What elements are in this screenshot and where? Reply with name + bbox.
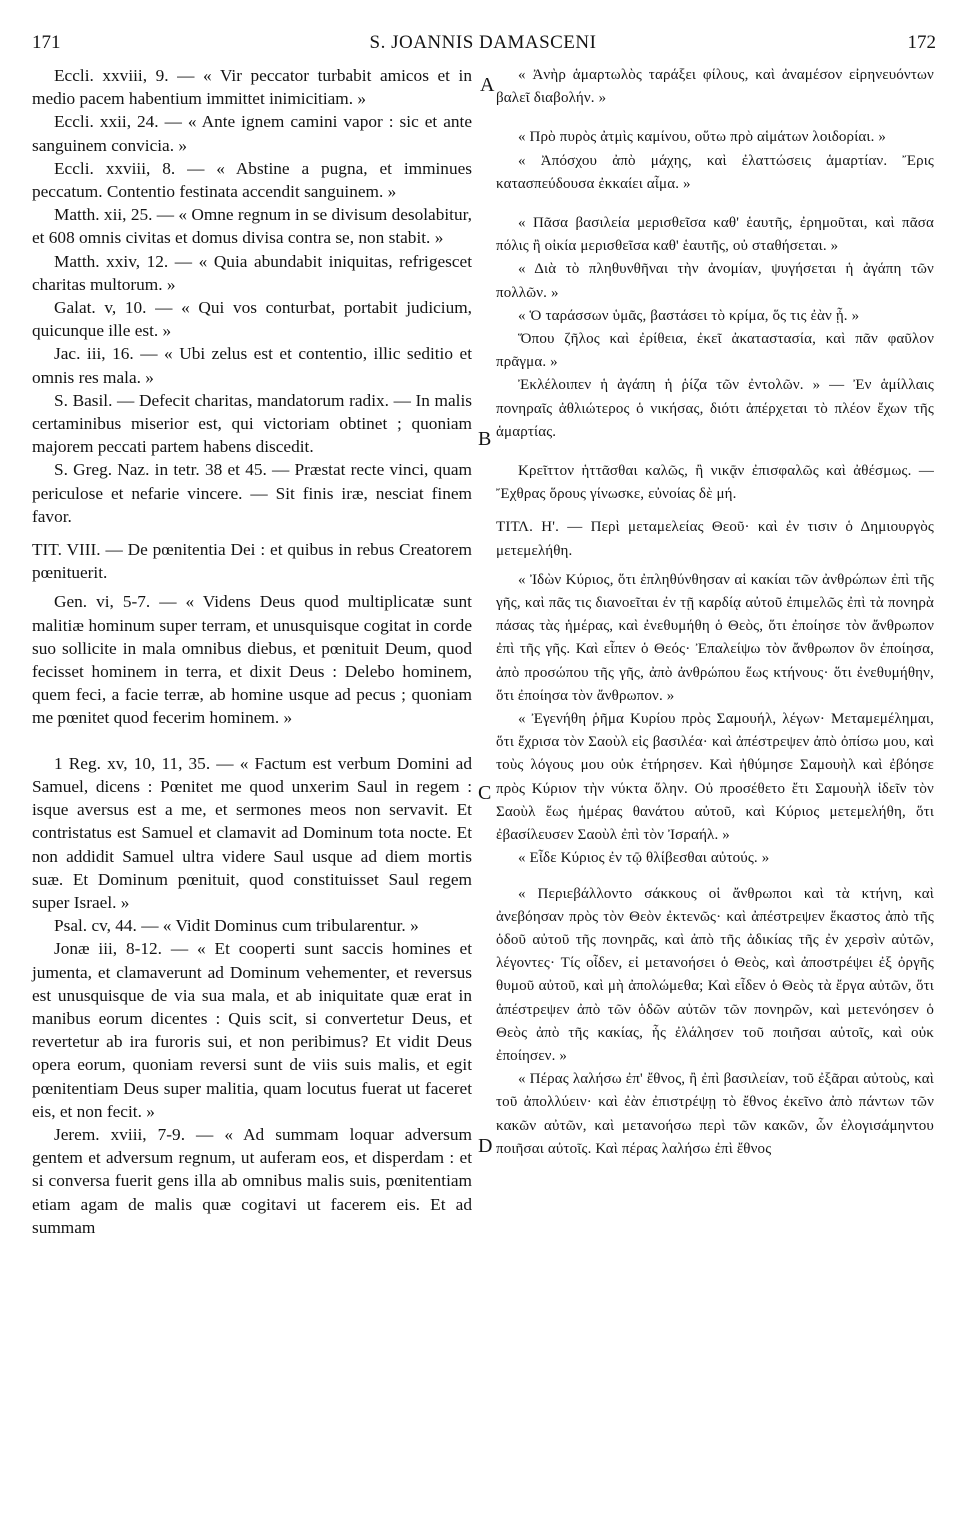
greek-entry-psal: « Εἶδε Κύριος ἐν τῷ θλίβεσθαι αὐτούς. »	[518, 850, 770, 867]
greek-entry-7: Ὅπου ζῆλος καὶ ἐρίθεια, ἐκεῖ ἀκαταστασία, καὶ πᾶν φαῦλον πρᾶγμα. »	[496, 331, 934, 371]
greek-entry-9: Κρεῖττον ἡττᾶσθαι καλῶς, ἢ νικᾷν ἐπισφαλῶς καὶ ἀθέσμως. — Ἔχθρας ὅρους γίνωσκε, εὐνοίας δὲ μή.	[496, 463, 934, 503]
latin-entry-eccli-28-8: Eccli. xxviii, 8. — « Abstine a pugna, et imminues peccatum. Contentio festinata accendit sanguinem. »	[32, 158, 472, 202]
greek-title-viii: ΤΙΤΛ. Η'. — Περὶ μεταμελείας Θεοῦ· καὶ ἐν τισιν ὁ Δημιουργὸς μετεμελήθη.	[496, 519, 934, 559]
latin-entry-jonae-3: Jonæ iii, 8-12. — « Et cooperti sunt saccis homines et jumenta, et clamaverunt ad Dominum vehementer, et reversus est unusquisque de via sua mala, et ab iniquitate quæ erat in manibus eorum dicentes : Quis scit, si convertetur Deus, et revertetur ab ira furoris sui, et non peribimus? Et vidit Deus opera eorum, quoniam reversi sunt de viis suis malis, et egit pœnitentiam Deus super malitia, quam locutus fuerat ut faceret eis, et non fecit. »	[32, 939, 472, 1121]
latin-entry-eccli-22-24: Eccli. xxii, 24. — « Ante ignem camini vapor : sic et ante sanguinem convicia. »	[32, 112, 472, 155]
latin-entry-jerem-18: Jerem. xviii, 7-9. — « Ad summam loquar adversum gentem et adversum regnum, ut auferam eos, et disperdam : et si conversa fuerit gens illa ab omnibus malis suis, pœnitentiam etiam agam de malis quæ cogitavi ut facerem eis. Et ad summam	[32, 1124, 472, 1237]
greek-entry-jerem: « Πέρας λαλήσω ἐπ' ἔθνος, ἢ ἐπὶ βασιλείαν, τοῦ ἐξᾶραι αὐτοὺς, καὶ τοῦ ἀπολλύειν· καὶ ἐὰν ἐπιστρέψῃ τὸ ἔθνος ἐκεῖνο ἀπὸ πάντων τῶν κακῶν αὐτῶν, καὶ μετανοήσω περὶ τῶν κακῶν, ὧν ἐλογισάμηντου ποιῆσαι αὐτοῖς. Καὶ πέρας λαλήσω ἐπὶ ἔθνος	[496, 1071, 934, 1157]
greek-entry-jonae: « Περιεβάλλοντο σάκκους οἱ ἄνθρωποι καὶ τὰ κτήνη, καὶ ἀνεβόησαν πρὸς τὸν Θεὸν ἐκτενῶς· καὶ ἀπέστρεψεν ἕκαστος ἀπὸ τῆς ὁδοῦ αὐτοῦ τῆς πονηρᾶς, καὶ ἀπὸ τῆς ἀδικίας τῆς ἐν χερσὶν αὐτῶν, λέγοντες· Τίς οἶδεν, εἰ μετανοήσει ὁ Θεὸς, καὶ ἀποστρέψει ἐξ ὀργῆς θυμοῦ αὐτοῦ, καὶ μὴ ἀπολώμεθα; Καὶ εἶδεν ὁ Θεὸς τὰ ἔργα αὐτῶν, ὅτι ἀπέστρεψεν ἀπὸ τῶν ὁδῶν αὐτῶν τῶν πονηρῶν, καὶ μετενόησεν ὁ Θεὸς ἀπὸ τῆς κακίας, ἧς ἐλάλησεν τοῦ ποιῆσαι αὐτοῖς, καὶ οὐκ ἐποίησεν. »	[496, 885, 934, 1064]
greek-entry-8: Ἐκλέλοιπεν ἡ ἀγάπη ἡ ῥίζα τῶν ἐντολῶν. » — Ἐν ἁμίλλαις πονηραῖς ἀθλιώτερος ὁ νικήσας, διότι ἀπέρχεται τὸ πλέον ἔχων τῆς ἁμαρτίας.	[496, 377, 934, 440]
latin-entry-jac-3-16: Jac. iii, 16. — « Ubi zelus est et contentio, illic seditio et omnis res mala. »	[32, 344, 472, 387]
latin-entry-eccli-28-9: Eccli. xxviii, 9. — « Vir peccator turbabit amicos et in medio pacem habentium immittet inimicitiam. »	[32, 66, 472, 109]
margin-marker-c: C	[478, 782, 492, 804]
latin-entry-psal-105: Psal. cv, 44. — « Vidit Dominus cum tribularentur. »	[54, 916, 419, 936]
latin-entry-1-reg-15: 1 Reg. xv, 10, 11, 35. — « Factum est verbum Domini ad Samuel, dicens : Pœnitet me quod unxerim Saul in regem : isque aversus est a me, et sermones meos non servavit. Et contristatus est Samuel et clamavit ad Dominum tota nocte. Et non addidit Samuel ultra videre Saul usque ad diem mortis suæ. Et Dominum pœnituit, quod constituisset Saul regem super Israel. »	[32, 753, 472, 912]
margin-marker-a: A	[480, 74, 495, 96]
greek-entry-6: « Ὁ ταράσσων ὑμᾶς, βαστάσει τὸ κρίμα, ὅς τις ἐὰν ᾖ. »	[518, 307, 860, 324]
greek-entry-5: « Διὰ τὸ πληθυνθῆναι τὴν ἀνομίαν, ψυγήσεται ἡ ἀγάπη τῶν πολλῶν. »	[496, 261, 934, 301]
latin-entry-matth-24-12: Matth. xxiv, 12. — « Quia abundabit iniquitas, refrigescet charitas multorum. »	[32, 251, 472, 294]
latin-entry-gen-6: Gen. vi, 5-7. — « Videns Deus quod multiplicatæ sunt malitiæ hominum super terram, et unusquisque cogitat in corde suo sollicite in mala omnibus diebus, et pœnituit Deum, quod fecisset hominem in terra, et dixit Deus : Delebo hominem, quem feci, a facie terræ, ab homine usque ad pecus ; quoniam me pœnitet quod fecerim hominem. »	[32, 592, 472, 728]
margin-marker-b: B	[478, 428, 492, 450]
greek-entry-1: « Ἀνὴρ ἁμαρτωλὸς ταράξει φίλους, καὶ ἀναμέσον εἰρηνευόντων βαλεῖ διαβολήν. »	[496, 67, 934, 107]
running-title: S. JOANNIS DAMASCENI	[369, 32, 597, 53]
latin-entry-greg-naz: S. Greg. Naz. in tetr. 38 et 45. — Præstat recte vinci, quam periculose et nefarie vincere. — Sit finis iræ, nesciat finem favor.	[32, 460, 472, 526]
page-number-left: 171	[32, 32, 61, 53]
latin-entry-matth-12-25: Matth. xii, 25. — « Omne regnum in se divisum desolabitur, et 608 omnis civitas et domus divisa contra se, non stabit. »	[32, 205, 472, 248]
greek-entry-4: « Πᾶσα βασιλεία μερισθεῖσα καθ' ἑαυτῆς, ἐρημοῦται, καὶ πᾶσα πόλις ἢ οἰκία μερισθεῖσα καθ' ἑαυτῆς, οὐ σταθήσεται. »	[496, 215, 934, 255]
greek-entry-3: « Ἀπόσχου ἀπὸ μάχης, καὶ ἐλαττώσεις ἁμαρτίαν. Ἔρις κατασπεύδουσα ἐκκαίει αἷμα. »	[496, 152, 934, 192]
page-header	[0, 32, 966, 58]
greek-entry-reg: « Ἐγενήθη ῥῆμα Κυρίου πρὸς Σαμουήλ, λέγων· Μεταμεμέλημαι, ὅτι ἔχρισα τὸν Σαοὺλ εἰς βασιλέα· καὶ ἀπέστρεψεν ἀπὸ ὀπίσω μου, καὶ τοὺς λόγους μου οὐκ ἐτήρησεν. Καὶ ἠθύμησε Σαμουὴλ καὶ ἐβόησε πρὸς Κύριον τὴν νύκτα ὅλην. Οὐ προσέθετο ἔτι Σαμουὴλ ἰδεῖν τὸν Σαοὺλ ἕως ἡμέρας θανάτου αὐτοῦ, καὶ Κύριος μετεμελήθη, ὅτι ἐβασίλευσεν Σαοὺλ ἐπὶ τὸν Ἰσραήλ. »	[496, 711, 934, 844]
page-number-right: 172	[907, 32, 936, 53]
latin-entry-galat-5-10: Galat. v, 10. — « Qui vos conturbat, portabit judicium, quicunque ille est. »	[32, 298, 472, 341]
greek-entry-gen: « Ἰδὼν Κύριος, ὅτι ἐπληθύνθησαν αἱ κακίαι τῶν ἀνθρώπων ἐπὶ τῆς γῆς, καὶ πᾶς τις διανοεῖται ἐν τῇ καρδίᾳ αὐτοῦ ἐπιμελῶς ἐπὶ τὰ πονηρὰ πάσας τὰς ἡμέρας, καὶ ἐνεθυμήθη ὁ Θεὸς, ὅτι ἐποίησε τὸν ἄνθρωπον ἐπὶ τῆς γῆς. Καὶ εἶπεν ὁ Θεός· Ἐπαλείψω τὸν ἄνθρωπον ὃν ἐποίησα, ἀπὸ προσώπου τῆς γῆς, ἀπὸ ἀνθρώπου ἕως κτήνους· ὅτι ἐνεθυμήθην, ὅτι ἐποίησα τὸν ἄνθρωπον. »	[496, 571, 934, 704]
latin-title-viii: TIT. VIII. — De pœnitentia Dei : et quibus in rebus Creatorem pœnituerit.	[32, 540, 472, 583]
latin-column	[32, 64, 472, 1239]
margin-marker-d: D	[478, 1135, 493, 1157]
latin-entry-basil: S. Basil. — Defecit charitas, mandatorum radix. — In malis certaminibus miserior est, qui victoriam obtinet ; quoniam majorem peccati partem habens discedit.	[32, 390, 472, 457]
greek-entry-2: « Πρὸ πυρὸς ἀτμὶς καμίνου, οὕτω πρὸ αἱμάτων λοιδορίαι. »	[518, 129, 887, 146]
greek-column	[496, 64, 934, 1161]
